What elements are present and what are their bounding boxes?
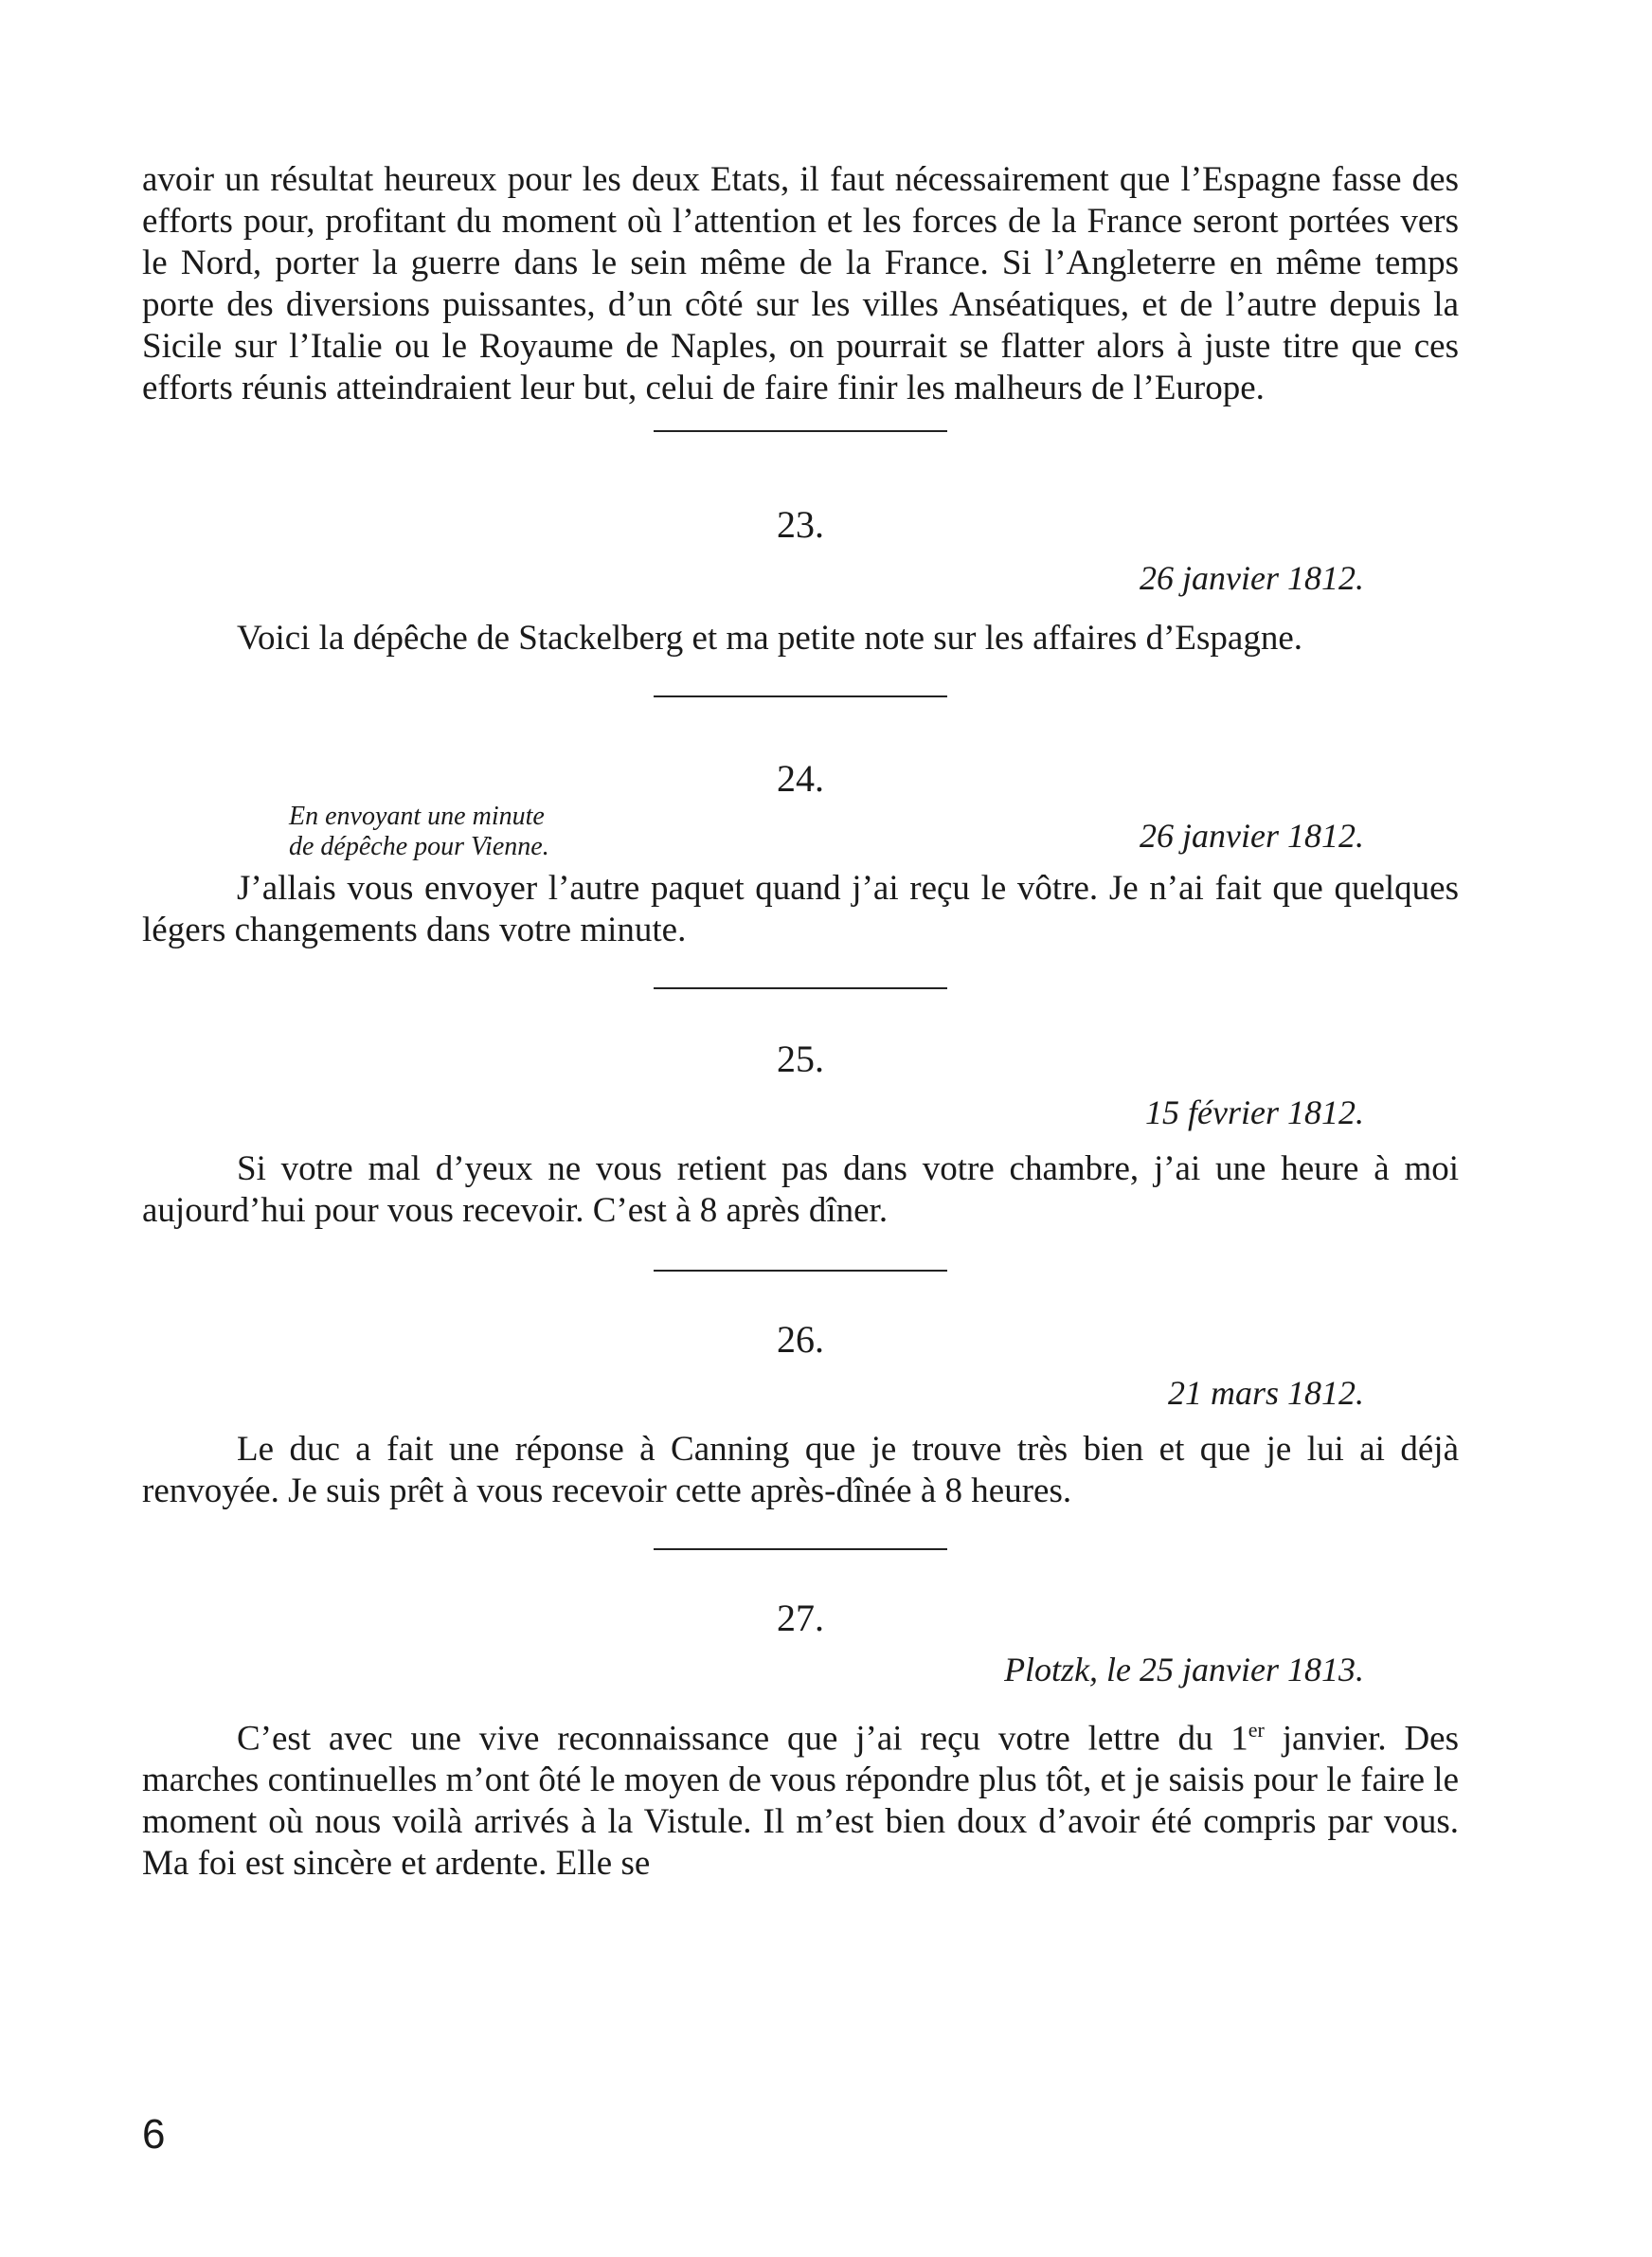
letter-header [142, 802, 1459, 860]
letter-number: 27. [777, 1597, 824, 1639]
letter-number: 24. [777, 757, 824, 800]
opening-paragraph: avoir un résultat heureux pour les deux Etats, il faut nécessairement que l’Espagne fasse des efforts pour, profitant du moment où l’attention et les forces de la France seront portées vers le Nord, porter la guerre dans le sein même de la France. Si l’Angleterre en même temps porte des diversions puissantes, d’un côté sur les villes Anséatiques, et de l’autre depuis la Sicile sur l’Italie ou le Royaume de Naples, on pourrait se flatter alors à juste titre que ces efforts réunis atteindraient leur but, celui de faire finir les malheurs de l’Europe. [142, 160, 1459, 407]
page-content [142, 159, 1459, 1885]
letter-number: 26. [777, 1318, 824, 1361]
letter-note-line: En envoyant une minute [289, 802, 545, 831]
letter-date: Plotzk, le 25 janvier 1813. [1004, 1651, 1364, 1688]
page-number: 6 [142, 2111, 166, 2158]
ordinal-superscript: er [1248, 1718, 1265, 1742]
letter-date: 15 février 1812. [1145, 1093, 1364, 1131]
letter-note-line: de dépêche pour Vienne. [289, 832, 549, 861]
letter-text: Voici la dépêche de Stackelberg et ma petite note sur les affaires d’Espagne. [237, 619, 1302, 658]
letter-text [142, 1709, 1459, 1885]
letter-text: Si votre mal d’yeux ne vous retient pas dans votre chambre, j’ai une heure à moi aujourd’hui pour vous recevoir. C’est à 8 après dîner. [142, 1149, 1459, 1230]
letter-date: 21 mars 1812. [1167, 1374, 1364, 1412]
letter-text: J’allais vous envoyer l’autre paquet quand j’ai reçu le vôtre. Je n’ai fait que quelques légers changements dans votre minute. [142, 869, 1459, 949]
letter-date: 26 janvier 1812. [1140, 559, 1364, 597]
letter-text: Le duc a fait une réponse à Canning que je trouve très bien et que je lui ai déjà renvoyée. Je suis prêt à vous recevoir cette après-dînée à 8 heures. [142, 1430, 1459, 1510]
letter-text-part: C’est avec une vive reconnaissance que j’ai reçu votre lettre du 1 [237, 1719, 1248, 1759]
letter-date: 26 janvier 1812. [1140, 817, 1364, 855]
letter-number: 25. [777, 1038, 824, 1080]
letter-text-part: janvier. Des marches continuelles m’ont ôté le moyen de vous répondre plus tôt, et je saisis pour le faire le moment où nous voilà arrivés à la Vistule. Il m’est bien doux d’avoir été compris par vous. Ma foi est sincère et ardente. Elle se [142, 1719, 1459, 1884]
letter-number: 23. [777, 503, 824, 546]
letter-note [289, 802, 549, 862]
